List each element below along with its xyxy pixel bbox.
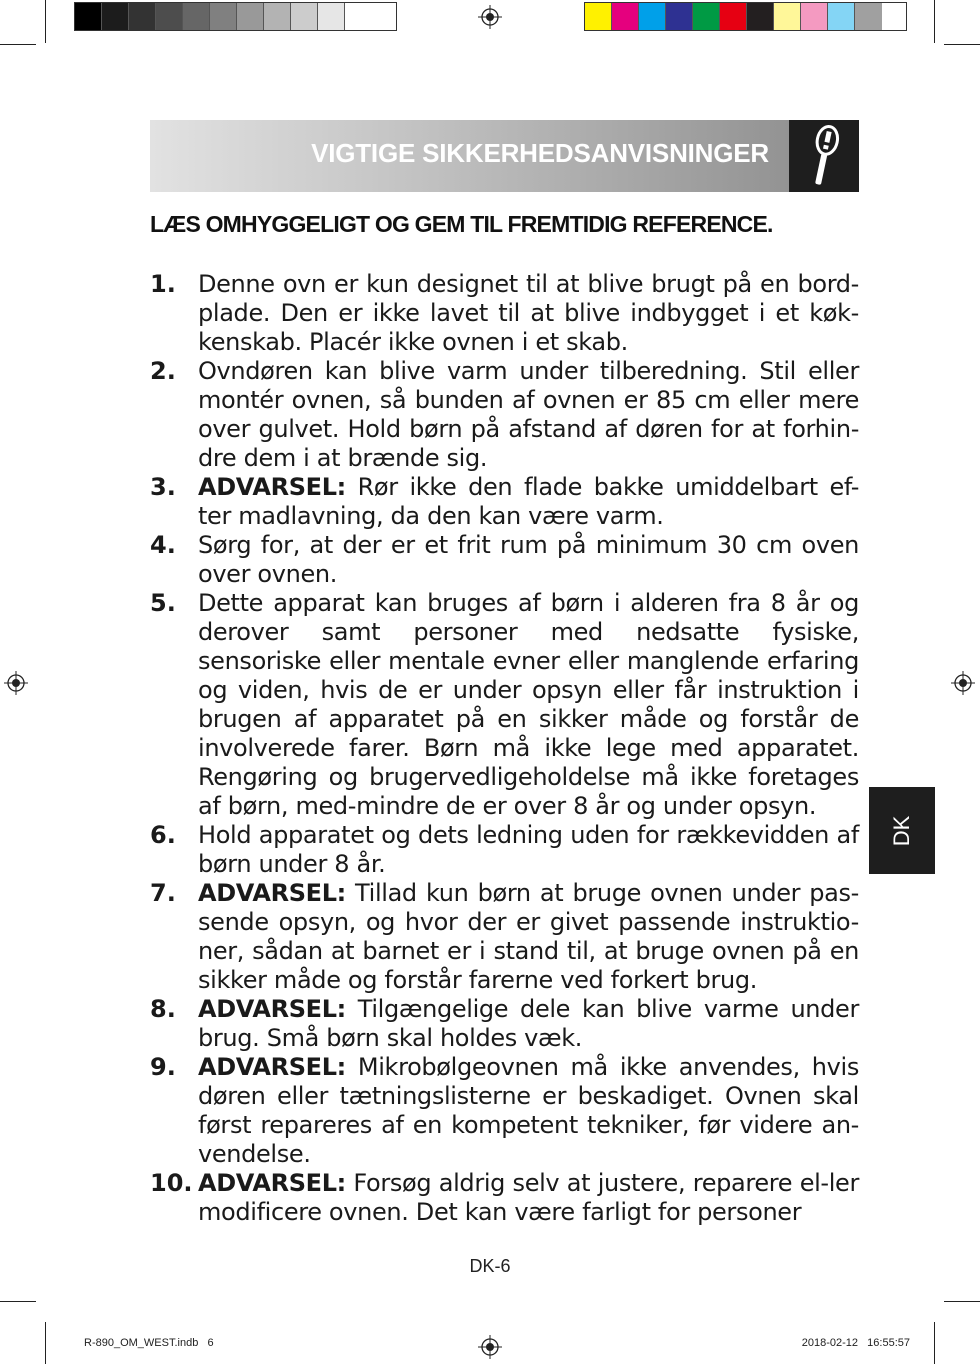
warning-label: ADVARSEL: <box>198 473 346 501</box>
gray-swatch <box>129 3 156 30</box>
registration-mark-icon <box>4 671 28 695</box>
item-number: 3. <box>150 473 176 501</box>
item-text: Denne ovn er kun designet til at blive brugt på en bord-plade. Den er ikke lavet til at blive indbygget i et køk-kenskab. Placér ikke ovnen i et skab. <box>198 270 859 356</box>
color-swatch <box>612 3 639 30</box>
list-item <box>150 1169 859 1227</box>
gray-swatch <box>237 3 264 30</box>
language-tab <box>869 787 935 874</box>
item-number: 9. <box>150 1053 176 1081</box>
crop-mark <box>45 0 46 43</box>
color-swatch <box>828 3 855 30</box>
item-text: Dette apparat kan bruges af børn i alderen fra 8 år og derover samt personer med nedsatte fysiske, sensoriske eller mentale evner eller manglende erfaring og viden, hvis de er under opsyn eller får instruktion i brugen af apparatet på en sikker måde og forstår de involverede farer. Børn må ikke lege med apparatet. Rengøring og brugervedligeholdelse må ikke foretages af børn, med-mindre de er over 8 år og under opsyn. <box>198 589 859 820</box>
language-tab-label: DK <box>889 815 914 846</box>
item-number: 4. <box>150 531 176 559</box>
list-item <box>150 1053 859 1169</box>
grayscale-color-bar <box>74 2 397 31</box>
crop-mark <box>944 1301 980 1302</box>
registration-mark-icon <box>478 5 502 29</box>
crop-mark <box>0 1301 36 1302</box>
list-item <box>150 531 859 589</box>
color-swatch <box>639 3 666 30</box>
safety-instructions-list <box>150 270 859 1227</box>
item-number: 10. <box>150 1169 193 1197</box>
warning-label: ADVARSEL: <box>198 1053 346 1081</box>
registration-mark-icon <box>951 671 975 695</box>
slug-file-info: R-890_OM_WEST.indb 6 <box>84 1337 214 1349</box>
gray-swatch <box>102 3 129 30</box>
color-swatch <box>585 3 612 30</box>
page-number: DK-6 <box>469 1256 511 1276</box>
gray-swatch <box>75 3 102 30</box>
item-number: 1. <box>150 270 176 298</box>
section-title: VIGTIGE SIKKERHEDSANVISNINGER <box>311 138 769 168</box>
color-swatch <box>747 3 774 30</box>
process-color-bar <box>584 2 907 31</box>
item-number: 8. <box>150 995 176 1023</box>
color-swatch <box>720 3 747 30</box>
gray-swatch <box>156 3 183 30</box>
warning-label: ADVARSEL: <box>198 995 346 1023</box>
item-number: 5. <box>150 589 176 617</box>
item-text: Tilgængelige dele kan blive varme under brug. Små børn skal holdes væk. <box>198 995 859 1052</box>
item-number: 6. <box>150 821 176 849</box>
color-swatch <box>855 3 882 30</box>
list-item <box>150 821 859 879</box>
crop-mark <box>45 1322 46 1364</box>
item-number: 7. <box>150 879 176 907</box>
item-text: Hold apparatet og dets ledning uden for rækkevidden af børn under 8 år. <box>198 821 859 878</box>
color-swatch <box>666 3 693 30</box>
crop-mark <box>934 1322 935 1364</box>
warning-label: ADVARSEL: <box>198 1169 346 1197</box>
color-swatch <box>693 3 720 30</box>
list-item <box>150 270 859 357</box>
crop-mark <box>0 44 36 45</box>
list-item <box>150 879 859 995</box>
item-text: Sørg for, at der er et frit rum på minimum 30 cm oven over ovnen. <box>198 531 859 588</box>
header-icon-box <box>789 120 859 192</box>
item-number: 2. <box>150 357 176 385</box>
gray-swatch <box>318 3 345 30</box>
registration-mark-icon <box>478 1335 502 1359</box>
subtitle: LÆS OMHYGGELIGT OG GEM TIL FREMTIDIG REFERENCE. <box>150 211 773 237</box>
color-swatch <box>774 3 801 30</box>
gray-swatch <box>210 3 237 30</box>
gray-swatch <box>291 3 318 30</box>
warning-label: ADVARSEL: <box>198 879 346 907</box>
color-swatch <box>801 3 828 30</box>
magnifier-exclamation-icon <box>789 120 859 192</box>
list-item <box>150 995 859 1053</box>
list-item <box>150 473 859 531</box>
crop-mark <box>944 44 980 45</box>
item-text: Rør ikke den flade bakke umiddelbart ef-ter madlavning, da den kan være varm. <box>198 473 859 530</box>
item-text: Ovndøren kan blive varm under tilberedning. Stil eller montér ovnen, så bunden af ovnen er 85 cm eller mere over gulvet. Hold børn på afstand af døren for at forhin-dre dem i at brænde sig. <box>198 357 859 472</box>
slug-timestamp: 2018-02-12 16:55:57 <box>801 1337 910 1349</box>
item-text: Tillad kun børn at bruge ovnen under pas-sende opsyn, og hvor der er givet passende instruktio-ner, sådan at barnet er i stand til, at bruge ovnen på en sikker måde og forstår farerne ved forkert brug. <box>198 879 859 994</box>
gray-swatch <box>345 3 372 30</box>
gray-swatch <box>183 3 210 30</box>
section-header <box>150 120 859 192</box>
list-item <box>150 357 859 473</box>
gray-swatch <box>264 3 291 30</box>
item-text: Mikrobølgeovnen må ikke anvendes, hvis døren eller tætningslisterne er beskadiget. Ovnen skal først repareres af en kompetent tekniker, før videre an-vendelse. <box>198 1053 859 1168</box>
list-item <box>150 589 859 821</box>
item-text: Forsøg aldrig selv at justere, reparere el-ler modificere ovnen. Det kan være farligt for personer <box>198 1169 859 1226</box>
crop-mark <box>934 0 935 43</box>
